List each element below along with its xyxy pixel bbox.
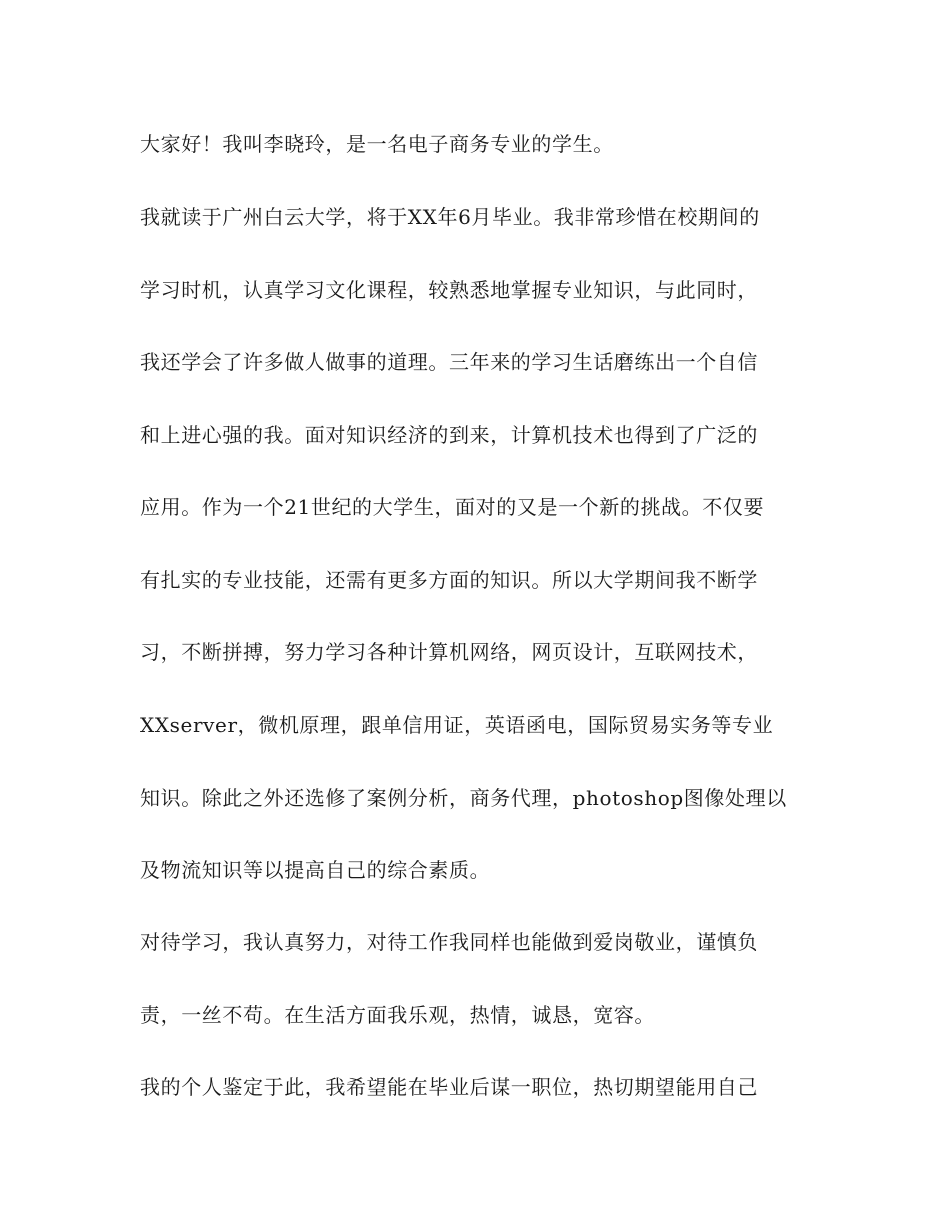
text-line: XXserver，微机原理，跟单信用证，英语函电，国际贸易实务等专业 bbox=[140, 713, 774, 737]
text-line: 责，一丝不苟。在生活方面我乐观，热情，诚恳，宽容。 bbox=[140, 1003, 655, 1027]
text-line: 对待学习，我认真努力，对待工作我同样也能做到爱岗敬业，谨慎负 bbox=[140, 930, 758, 954]
text-line: 知识。除此之外还选修了案例分析，商务代理，photoshop图像处理以 bbox=[140, 786, 787, 810]
text-line: 习，不断拼搏，努力学习各种计算机网络，网页设计，互联网技术， bbox=[140, 640, 758, 664]
text-line: 我的个人鉴定于此，我希望能在毕业后谋一职位，热切期望能用自己 bbox=[140, 1075, 758, 1099]
text-line: 我就读于广州白云大学，将于XX年6月毕业。我非常珍惜在校期间的 bbox=[140, 205, 760, 229]
text-line: 学习时机，认真学习文化课程，较熟悉地掌握专业知识，与此同时， bbox=[140, 278, 758, 302]
text-line: 大家好！我叫李晓玲，是一名电子商务专业的学生。 bbox=[140, 132, 614, 156]
text-line: 我还学会了许多做人做事的道理。三年来的学习生话磨练出一个自信 bbox=[140, 350, 758, 374]
text-line: 有扎实的专业技能，还需有更多方面的知识。所以大学期间我不断学 bbox=[140, 568, 758, 592]
text-line: 及物流知识等以提高自己的综合素质。 bbox=[140, 858, 491, 882]
text-line: 和上进心强的我。面对知识经济的到来，计算机技术也得到了广泛的 bbox=[140, 423, 758, 447]
text-line: 应用。作为一个21世纪的大学生，面对的又是一个新的挑战。不仅要 bbox=[140, 495, 765, 519]
